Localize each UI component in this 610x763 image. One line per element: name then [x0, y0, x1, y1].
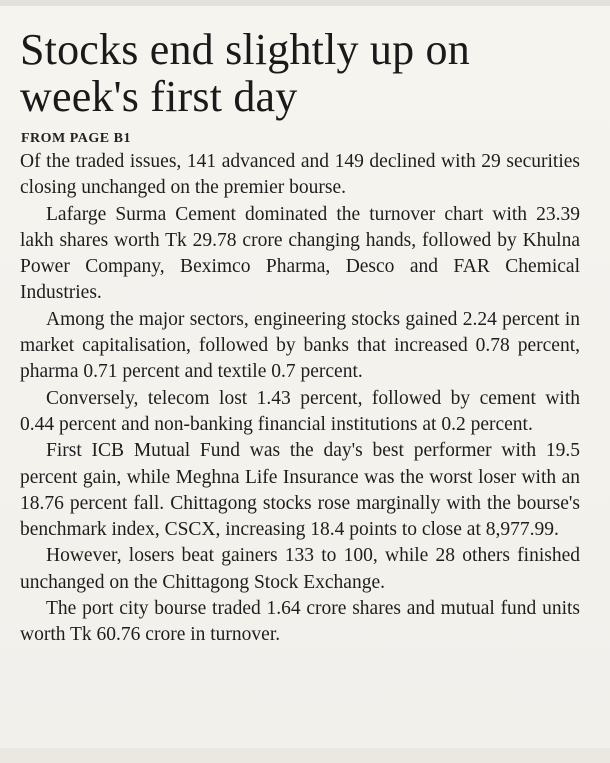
continuation-kicker: FROM PAGE B1	[21, 131, 131, 146]
top-rule	[0, 0, 610, 6]
article-paragraph: Among the major sectors, engineering stocks gained 2.24 percent in market capitalisation, followed by banks that increased 0.78 percent, pharma 0.71 percent and textile 0.7 percent.	[20, 308, 580, 383]
article-paragraph: Of the traded issues, 141 advanced and 149 declined with 29 securities closing unchanged on the premier bourse.	[20, 151, 580, 199]
article-paragraph: First ICB Mutual Fund was the day's best performer with 19.5 percent gain, while Meghna Life Insurance was the worst loser with an 18.76 percent fall. Chittagong stocks rose marginally with the bourse's benchmark index, CSCX, increasing 18.4 points to close at 8,977.99.	[20, 440, 580, 541]
article-paragraph: The port city bourse traded 1.64 crore shares and mutual fund units worth Tk 60.76 crore in turnover.	[20, 598, 580, 646]
article-paragraph: Lafarge Surma Cement dominated the turnover chart with 23.39 lakh shares worth Tk 29.78 crore changing hands, followed by Khulna Power Company, Beximco Pharma, Desco and FAR Chemical Industries.	[20, 203, 580, 304]
article-body	[20, 149, 580, 649]
article-headline: Stocks end slightly up on week's first day	[20, 25, 470, 121]
article-paragraph: However, losers beat gainers 133 to 100, while 28 others finished unchanged on the Chittagong Stock Exchange.	[20, 545, 580, 593]
article-paragraph: Conversely, telecom lost 1.43 percent, followed by cement with 0.44 percent and non-banking financial institutions at 0.2 percent.	[20, 387, 580, 435]
bottom-strip	[0, 748, 610, 763]
